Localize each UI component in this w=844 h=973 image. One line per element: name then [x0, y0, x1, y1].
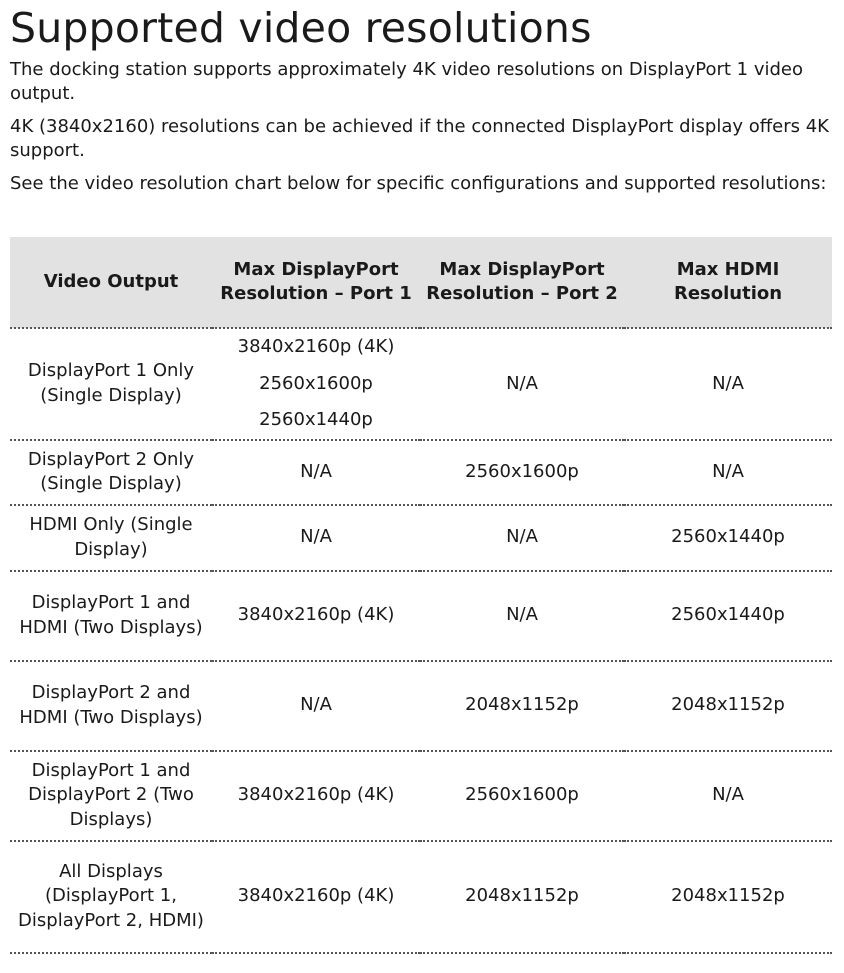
table-row: [10, 505, 832, 571]
cell-dp-port-1: N/A: [212, 661, 420, 751]
header-dp-port-2: Max DisplayPort Resolution – Port 2: [420, 237, 624, 328]
resolution-option: 2560x1440p: [259, 409, 373, 430]
header-dp-port-1: Max DisplayPort Resolution – Port 1: [212, 237, 420, 328]
header-hdmi: Max HDMI Resolution: [624, 237, 832, 328]
cell-hdmi: 2560x1440p: [624, 505, 832, 571]
page-title: Supported video resolutions: [10, 4, 592, 52]
cell-video-output: DisplayPort 1 and DisplayPort 2 (Two Displays): [10, 751, 212, 841]
cell-dp-port-1: N/A: [212, 440, 420, 505]
table-row: [10, 661, 832, 751]
table-row: [10, 751, 832, 841]
cell-dp-port-2: N/A: [420, 328, 624, 440]
cell-dp-port-1: 3840x2160p (4K): [212, 571, 420, 661]
4k-support-paragraph: 4K (3840x2160) resolutions can be achieved if the connected DisplayPort display offers 4K support.: [10, 116, 829, 161]
video-resolution-table: [10, 237, 832, 954]
header-row: [10, 237, 832, 328]
cell-video-output: HDMI Only (Single Display): [10, 505, 212, 571]
intro-paragraph: The docking station supports approximately 4K video resolutions on DisplayPort 1 video output.: [10, 59, 804, 104]
cell-hdmi: N/A: [624, 751, 832, 841]
cell-video-output: DisplayPort 1 Only (Single Display): [10, 328, 212, 440]
cell-dp-port-2: 2560x1600p: [420, 751, 624, 841]
cell-video-output: DisplayPort 2 and HDMI (Two Displays): [10, 661, 212, 751]
table-row: [10, 440, 832, 505]
cell-hdmi: 2560x1440p: [624, 571, 832, 661]
cell-dp-port-1: N/A: [212, 505, 420, 571]
table-row: [10, 328, 832, 440]
cell-hdmi: N/A: [624, 440, 832, 505]
cell-video-output: DisplayPort 2 Only (Single Display): [10, 440, 212, 505]
cell-dp-port-2: 2048x1152p: [420, 841, 624, 953]
cell-dp-port-1: [212, 328, 420, 440]
cell-dp-port-2: 2048x1152p: [420, 661, 624, 751]
table-row: [10, 571, 832, 661]
cell-video-output: All Displays (DisplayPort 1, DisplayPort 2, HDMI): [10, 841, 212, 953]
cell-hdmi: 2048x1152p: [624, 661, 832, 751]
chart-reference-paragraph: See the video resolution chart below for specific configurations and supported resolutions:: [10, 173, 827, 194]
cell-video-output: DisplayPort 1 and HDMI (Two Displays): [10, 571, 212, 661]
resolution-option: 2560x1600p: [259, 372, 373, 394]
table-body: [10, 328, 832, 953]
cell-dp-port-1: 3840x2160p (4K): [212, 751, 420, 841]
table-row: [10, 841, 832, 953]
cell-hdmi: N/A: [624, 328, 832, 440]
cell-dp-port-2: N/A: [420, 571, 624, 661]
resolution-option: 3840x2160p (4K): [237, 336, 395, 357]
document-page: [10, 0, 834, 196]
header-video-output: Video Output: [10, 237, 212, 328]
cell-dp-port-2: 2560x1600p: [420, 440, 624, 505]
cell-dp-port-2: N/A: [420, 505, 624, 571]
cell-hdmi: 2048x1152p: [624, 841, 832, 953]
cell-dp-port-1: 3840x2160p (4K): [212, 841, 420, 953]
table-header: [10, 237, 832, 328]
